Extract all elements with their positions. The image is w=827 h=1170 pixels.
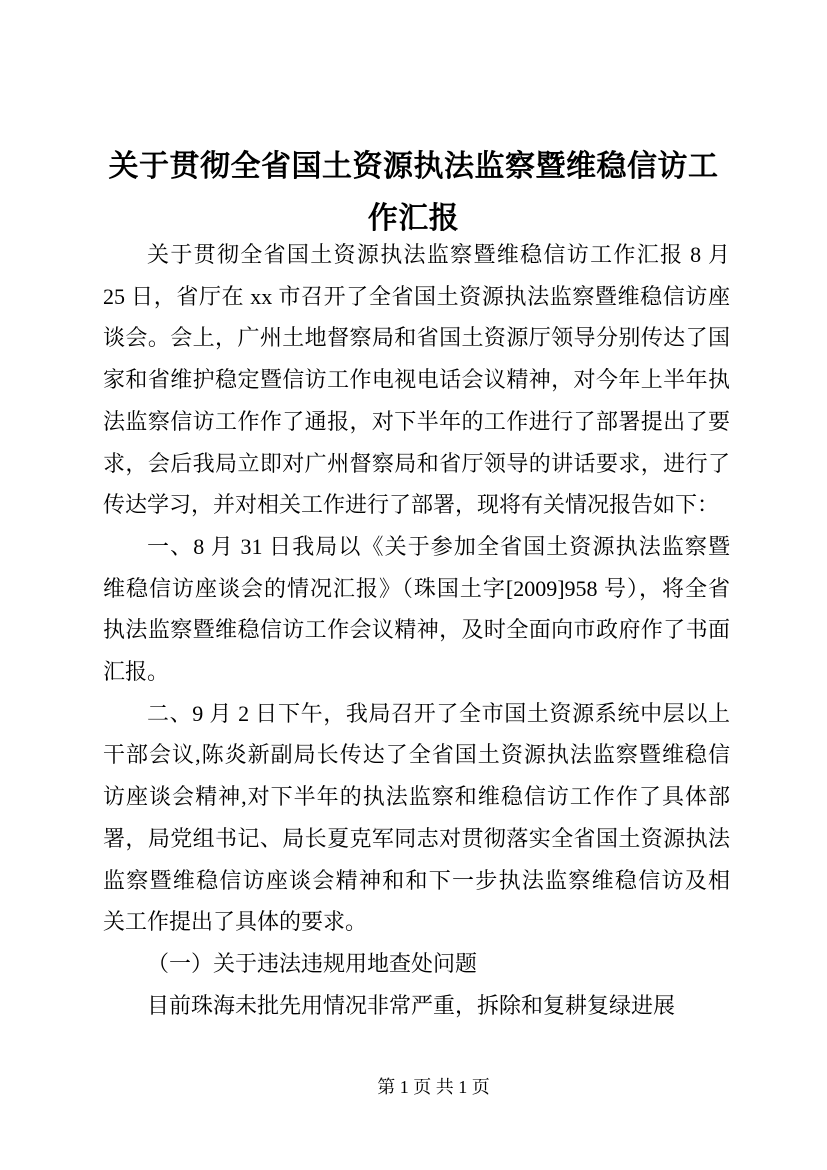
body-section-heading: （一）关于违法违规用地查处问题 bbox=[147, 950, 478, 976]
body-line: 关于贯彻全省国土资源执法监察暨维稳信访工作汇报 8 月 bbox=[147, 242, 730, 267]
body-line: 家和省维护稳定暨信访工作电视电话会议精神，对今年上半年执 bbox=[103, 367, 730, 393]
body-line: 汇报。 bbox=[103, 659, 170, 685]
document-title: 关于贯彻全省国土资源执法监察暨维稳信访工作汇报 bbox=[108, 150, 719, 235]
page-number: 第 1 页 共 1 页 bbox=[377, 1077, 490, 1097]
body-line: 一、8 月 31 日我局以《关于参加全省国土资源执法监察暨 bbox=[147, 533, 730, 559]
document-body bbox=[103, 234, 730, 1026]
body-line: 干部会议,陈炎新副局长传达了全省国土资源执法监察暨维稳信 bbox=[103, 742, 730, 768]
body-line: 访座谈会精神,对下半年的执法监察和维稳信访工作作了具体部 bbox=[103, 784, 730, 810]
body-line: 谈会。会上，广州土地督察局和省国土资源厅领导分别传达了国 bbox=[103, 325, 730, 351]
body-line: 执法监察暨维稳信访工作会议精神，及时全面向市政府作了书面 bbox=[103, 617, 730, 643]
body-line: 署，局党组书记、局长夏克军同志对贯彻落实全省国土资源执法 bbox=[103, 825, 730, 851]
body-line: 求，会后我局立即对广州督察局和省厅领导的讲话要求，进行了 bbox=[103, 450, 730, 476]
body-line: 目前珠海未批先用情况非常严重，拆除和复耕复绿进展 bbox=[147, 992, 676, 1018]
body-line: 法监察信访工作作了通报，对下半年的工作进行了部署提出了要 bbox=[103, 408, 730, 434]
body-line: 25 日，省厅在 xx 市召开了全省国土资源执法监察暨维稳信访座 bbox=[103, 283, 730, 309]
body-line: 二、9 月 2 日下午，我局召开了全市国土资源系统中层以上 bbox=[147, 700, 730, 726]
body-line: 监察暨维稳信访座谈会精神和和下一步执法监察维稳信访及相 bbox=[103, 867, 730, 893]
body-line: 传达学习，并对相关工作进行了部署，现将有关情况报告如下： bbox=[103, 492, 720, 518]
body-line: 维稳信访座谈会的情况汇报》（珠国土字[2009]958 号），将全省 bbox=[103, 575, 730, 601]
page-footer bbox=[103, 1074, 730, 1100]
body-line: 关工作提出了具体的要求。 bbox=[103, 909, 368, 935]
